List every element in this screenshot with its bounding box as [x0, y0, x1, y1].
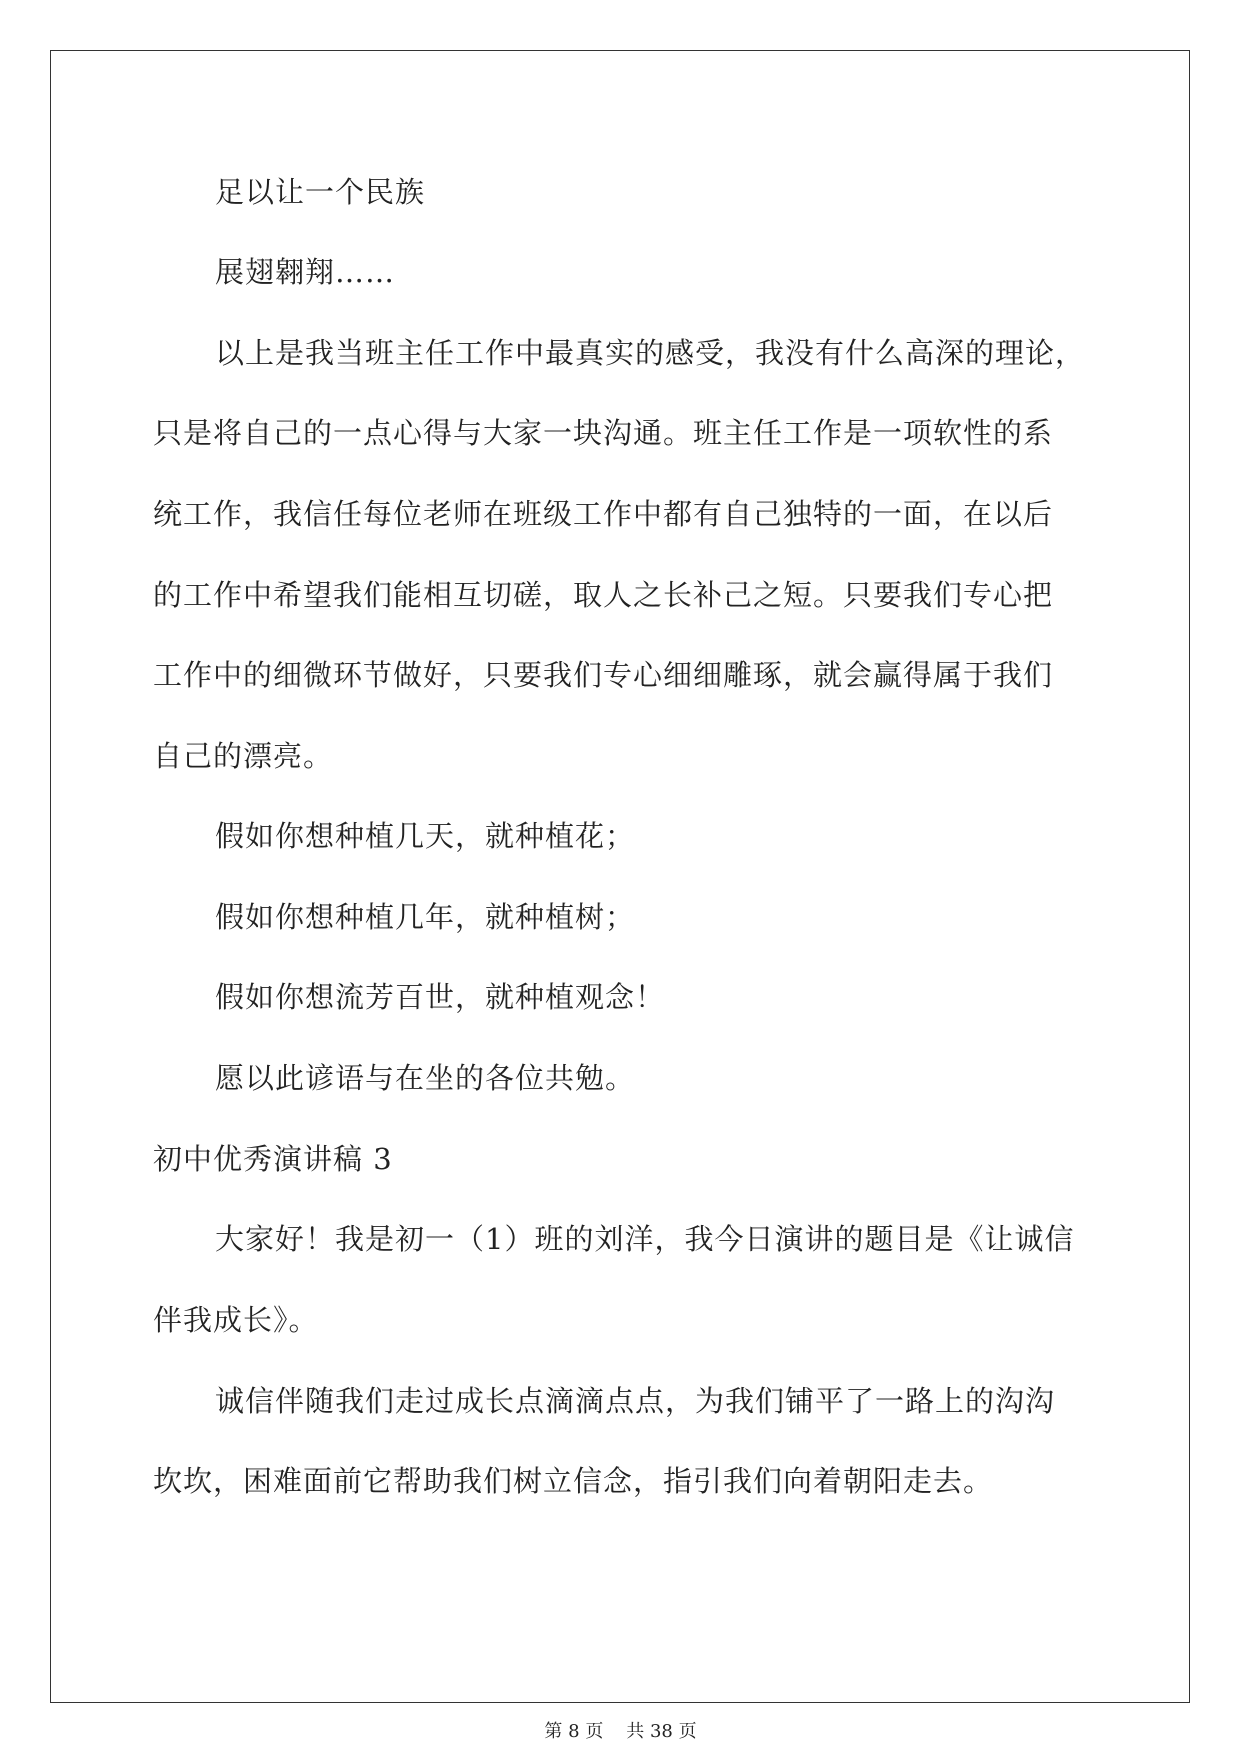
text-line-7: 工作中的细微环节做好，只要我们专心细细雕琢，就会赢得属于我们: [153, 658, 1054, 692]
text-line-10: 假如你想种植几年，就种植树；: [215, 900, 636, 934]
text-line-2: 展翅翱翔……: [215, 255, 396, 289]
text-line-14: 大家好！我是初一（1）班的刘洋，我今日演讲的题目是《让诚信: [215, 1222, 1075, 1256]
section-heading: 初中优秀演讲稿 3: [153, 1142, 393, 1176]
text-line-1: 足以让一个民族: [215, 175, 426, 209]
text-line-15: 伴我成长》。: [153, 1303, 319, 1337]
text-line-3: 以上是我当班主任工作中最真实的感受，我没有什么高深的理论，: [215, 336, 1086, 370]
text-line-12: 愿以此谚语与在坐的各位共勉。: [215, 1061, 636, 1095]
page-number: 第 8 页: [544, 1721, 604, 1742]
text-line-8: 自己的漂亮。: [153, 739, 334, 773]
text-line-11: 假如你想流芳百世，就种植观念！: [215, 980, 666, 1014]
page-footer: [0, 1720, 1241, 1744]
text-line-16: 诚信伴随我们走过成长点滴滴点点，为我们铺平了一路上的沟沟: [215, 1384, 1056, 1418]
page-border: [50, 50, 1190, 1703]
text-line-6: 的工作中希望我们能相互切磋，取人之长补己之短。只要我们专心把: [153, 578, 1054, 612]
text-line-4: 只是将自己的一点心得与大家一块沟通。班主任工作是一项软性的系: [153, 416, 1054, 450]
text-line-5: 统工作，我信任每位老师在班级工作中都有自己独特的一面，在以后: [153, 497, 1054, 531]
text-line-9: 假如你想种植几天，就种植花；: [215, 819, 636, 853]
text-line-17: 坎坎，困难面前它帮助我们树立信念，指引我们向着朝阳走去。: [153, 1464, 994, 1498]
page-total: 共 38 页: [626, 1721, 697, 1742]
